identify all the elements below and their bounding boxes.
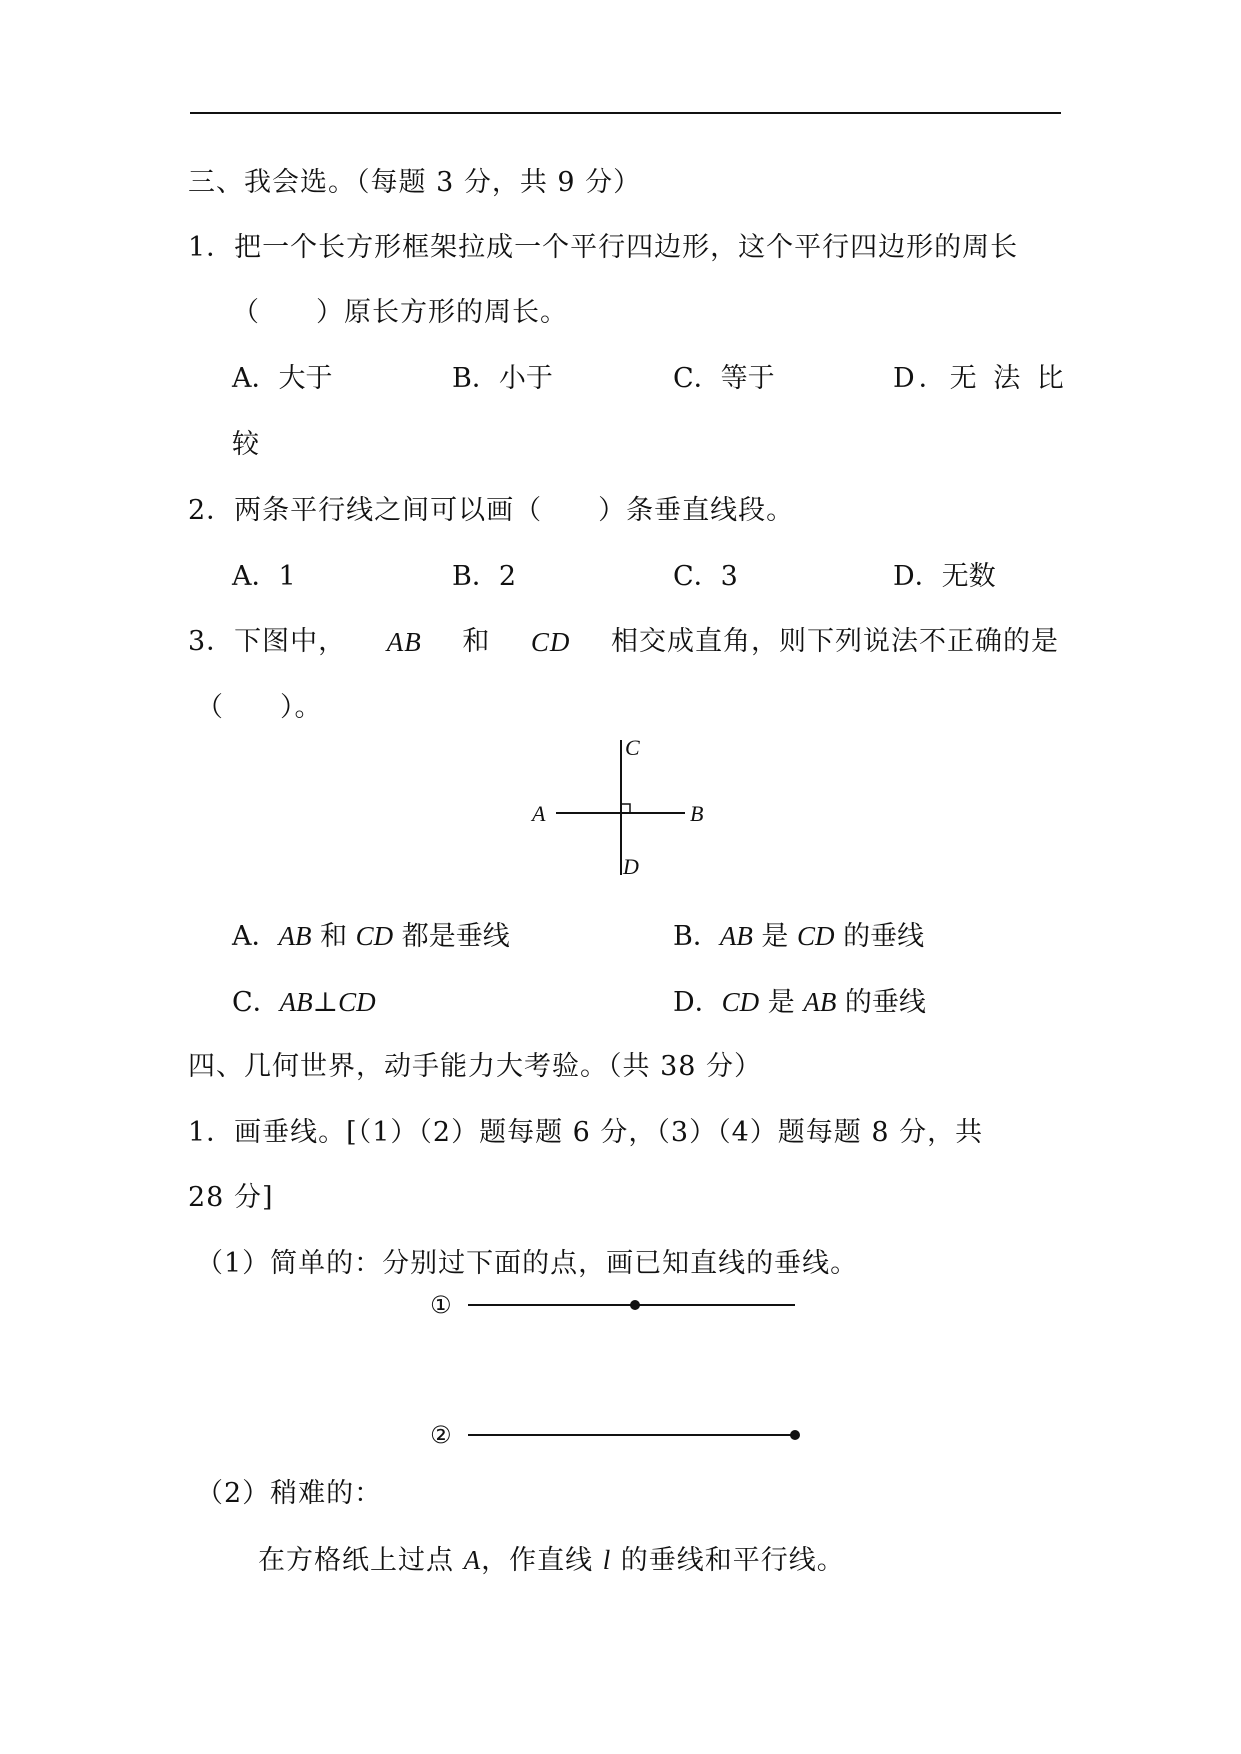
s4-q1-line2: 28 分] (188, 1182, 274, 1213)
s4-sub2: （2）稍难的： (196, 1478, 383, 1509)
q3-option-a-end: 都是垂线 (393, 921, 510, 952)
marker-2: ② (430, 1421, 452, 1449)
q3-option-b (673, 920, 924, 953)
q3-option-d-mid: 是 (759, 987, 804, 1018)
section-3-heading: 三、我会选。（每题 3 分，共 9 分） (188, 167, 642, 198)
point-2 (790, 1430, 800, 1440)
q3-option-b-mid: 是 (752, 921, 798, 952)
perpendicular-figure (520, 730, 720, 880)
right-angle-mark (621, 804, 630, 813)
q1-line2: （ ）原长方形的周长。 (232, 297, 568, 328)
q3-text-c: 相交成直角，则下列说法不正确的是 (610, 626, 1059, 657)
q1-line1: 1．把一个长方形框架拉成一个平行四边形，这个平行四边形的周长 (188, 232, 1019, 263)
label-c: C (625, 735, 640, 760)
q2-option-a: A．1 (232, 561, 296, 592)
q1-option-c: C．等于 (673, 363, 775, 394)
q3-option-a-ab: AB (278, 921, 312, 951)
q3-option-b-cd: CD (797, 921, 835, 951)
q3-option-c-perp: ⊥ (312, 987, 339, 1018)
q3-cd: CD (530, 627, 571, 657)
drawing-line-1 (430, 1285, 810, 1325)
q2-option-b: B．2 (452, 561, 517, 592)
q3-option-a-mid: 和 (311, 921, 356, 952)
sub2-text-c: 的垂线和平行线。 (611, 1545, 845, 1576)
q2-text: 2．两条平行线之间可以画（ ）条垂直线段。 (188, 495, 795, 526)
q1-option-b: B．小于 (452, 363, 553, 394)
q1-option-d: D．无 法 比 (893, 363, 1068, 394)
label-a: A (532, 801, 546, 826)
q3-option-c (232, 986, 376, 1019)
label-b: B (690, 801, 704, 826)
s4-q1-line1: 1．画垂线。[（1）（2）题每题 6 分，（3）（4）题每题 8 分，共 (188, 1117, 984, 1148)
q3-ab: AB (386, 627, 422, 657)
q3-option-d-letter: D． (673, 987, 722, 1018)
q3-option-b-ab: AB (719, 921, 753, 951)
drawing-line-2 (430, 1415, 810, 1455)
q3-text-b: 和 (462, 626, 491, 657)
s4-sub1: （1）简单的：分别过下面的点，画已知直线的垂线。 (196, 1248, 859, 1279)
sub2-text-a: 在方格纸上过点 (258, 1545, 464, 1576)
marker-1: ① (430, 1291, 452, 1319)
q2-option-c: C．3 (673, 561, 738, 592)
q3-option-c-ab: AB (279, 987, 313, 1017)
q3-option-b-end: 的垂线 (834, 921, 925, 952)
q3-option-c-letter: C． (232, 987, 280, 1018)
q3-option-d-end: 的垂线 (836, 987, 926, 1018)
q3-line1 (188, 626, 1059, 658)
s4-sub2-instruction (258, 1544, 845, 1577)
q1-option-d-wrap: 较 (232, 429, 259, 460)
q3-option-c-cd: CD (338, 987, 376, 1017)
q3-text-a: 3．下图中， (188, 626, 347, 657)
q3-option-d (673, 986, 926, 1019)
label-d: D (623, 854, 639, 879)
sub2-line-l: l (602, 1545, 612, 1575)
q3-option-a (232, 920, 510, 953)
q3-option-d-ab: AB (803, 987, 837, 1017)
q3-line2: （ ）。 (196, 692, 323, 723)
q3-option-b-letter: B． (673, 921, 720, 952)
q2-option-d: D．无数 (893, 561, 996, 592)
section-4-heading: 四、几何世界，动手能力大考验。（共 38 分） (188, 1051, 763, 1082)
sub2-text-b: ，作直线 (481, 1545, 603, 1576)
header-rule (190, 112, 1061, 114)
q3-option-a-letter: A． (232, 921, 279, 952)
q3-option-d-cd: CD (721, 987, 760, 1017)
q1-option-a: A．大于 (232, 363, 333, 394)
point-1 (630, 1300, 640, 1310)
q3-option-a-cd: CD (355, 921, 394, 951)
sub2-point-a: A (463, 1545, 482, 1575)
